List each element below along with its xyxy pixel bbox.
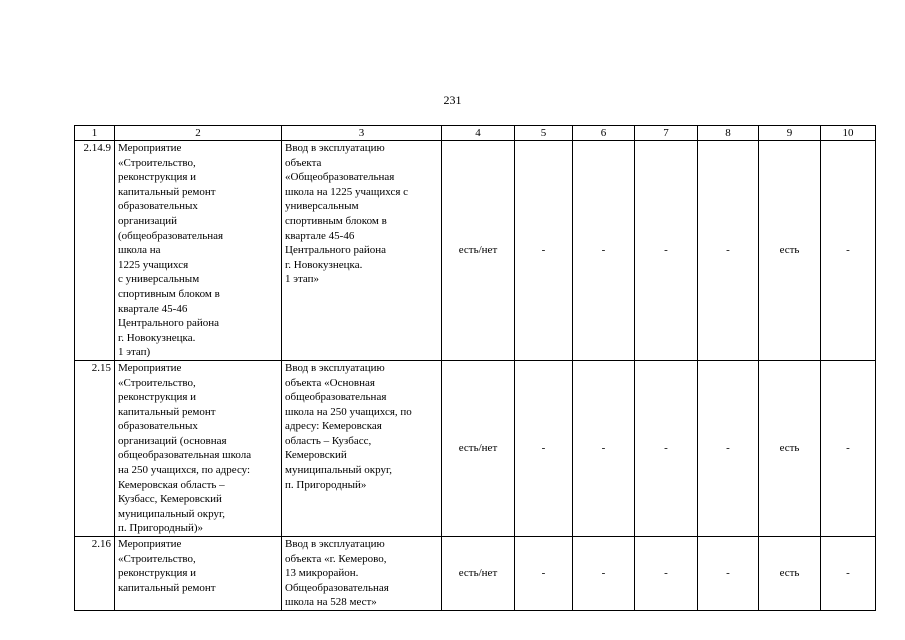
- column-header: 4: [442, 126, 515, 141]
- page-number: 231: [443, 93, 462, 107]
- column-header-row: [75, 126, 876, 141]
- value-cell: -: [515, 537, 573, 611]
- value-cell: -: [698, 360, 759, 536]
- measure-cell: Мероприятие «Строительство, реконструкция и капитальный ремонт: [115, 537, 282, 611]
- indicator-cell: Ввод в эксплуатацию объекта «г. Кемерово, 13 микрорайон. Общеобразовательная школа на 528 мест»: [282, 537, 442, 611]
- table-row: [75, 360, 876, 536]
- measure-cell: Мероприятие «Строительство, реконструкция и капитальный ремонт образовательных организаций (основная общеобразовательная школа на 250 учащихся, по адресу: Кемеровская область – Кузбасс, Кемеровский муниципальный округ, п. Пригородный)»: [115, 360, 282, 536]
- column-header: 8: [698, 126, 759, 141]
- value-cell: -: [573, 141, 635, 361]
- value-cell: есть: [759, 360, 821, 536]
- table-row: [75, 537, 876, 611]
- value-cell: есть: [759, 537, 821, 611]
- value-cell: -: [821, 537, 876, 611]
- row-number: 2.15: [75, 360, 115, 536]
- value-cell: -: [698, 141, 759, 361]
- value-cell: -: [821, 360, 876, 536]
- unit-cell: есть/нет: [442, 141, 515, 361]
- value-cell: -: [821, 141, 876, 361]
- column-header: 7: [635, 126, 698, 141]
- value-cell: есть: [759, 141, 821, 361]
- measure-cell: Мероприятие «Строительство, реконструкция и капитальный ремонт образовательных организаций (общеобразовательная школа на 1225 учащихся с универсальным спортивным блоком в квартале 45-46 Центрального района г. Новокузнецка. 1 этап): [115, 141, 282, 361]
- column-header: 9: [759, 126, 821, 141]
- value-cell: -: [515, 141, 573, 361]
- column-header: 10: [821, 126, 876, 141]
- measures-table: [74, 125, 876, 611]
- indicator-cell: Ввод в эксплуатацию объекта «Основная общеобразовательная школа на 250 учащихся, по адресу: Кемеровская область – Кузбасс, Кемеровский муниципальный округ, п. Пригородный»: [282, 360, 442, 536]
- column-header: 1: [75, 126, 115, 141]
- value-cell: -: [698, 537, 759, 611]
- table-row: [75, 141, 876, 361]
- column-header: 3: [282, 126, 442, 141]
- column-header: 6: [573, 126, 635, 141]
- column-header: 2: [115, 126, 282, 141]
- row-number: 2.14.9: [75, 141, 115, 361]
- column-header: 5: [515, 126, 573, 141]
- value-cell: -: [573, 537, 635, 611]
- value-cell: -: [635, 141, 698, 361]
- unit-cell: есть/нет: [442, 360, 515, 536]
- value-cell: -: [635, 537, 698, 611]
- value-cell: -: [635, 360, 698, 536]
- indicator-cell: Ввод в эксплуатацию объекта «Общеобразовательная школа на 1225 учащихся с универсальным спортивным блоком в квартале 45-46 Центрального района г. Новокузнецка. 1 этап»: [282, 141, 442, 361]
- value-cell: -: [573, 360, 635, 536]
- unit-cell: есть/нет: [442, 537, 515, 611]
- value-cell: -: [515, 360, 573, 536]
- row-number: 2.16: [75, 537, 115, 611]
